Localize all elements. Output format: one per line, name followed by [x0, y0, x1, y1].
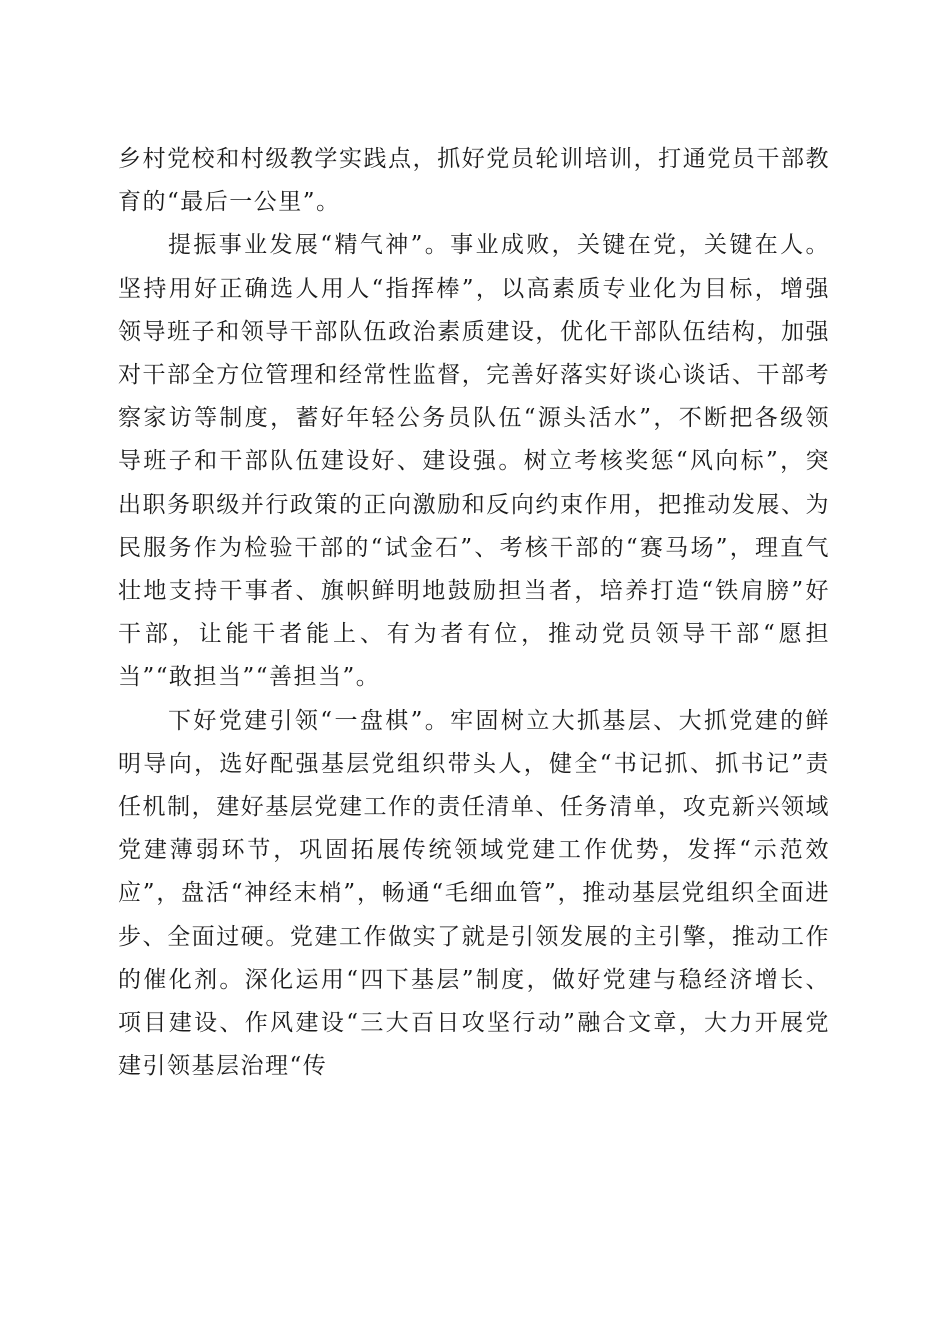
document-body: [118, 138, 830, 1088]
paragraph-cadre-spirit: 提振事业发展“精气神”。事业成败，关键在党，关键在人。坚持用好正确选人用人“指挥棒”，以高素质专业化为目标，增强领导班子和领导干部队伍政治素质建设，优化干部队伍结构，加强对干部全方位管理和经常性监督，完善好落实好谈心谈话、干部考察家访等制度，蓄好年轻公务员队伍“源头活水”，不断把各级领导班子和干部队伍建设好、建设强。树立考核奖惩“风向标”，突出职务职级并行政策的正向激励和反向约束作用，把推动发展、为民服务作为检验干部的“试金石”、考核干部的“赛马场”，理直气壮地支持干事者、旗帜鲜明地鼓励担当者，培养打造“铁肩膀”好干部，让能干者能上、有为者有位，推动党员领导干部“愿担当”“敢担当”“善担当”。: [118, 232, 830, 691]
paragraph-party-building: 下好党建引领“一盘棋”。牢固树立大抓基层、大抓党建的鲜明导向，选好配强基层党组织带头人，健全“书记抓、抓书记”责任机制，建好基层党建工作的责任清单、任务清单，攻克新兴领域党建薄弱环节，巩固拓展传统领域党建工作优势，发挥“示范效应”，盘活“神经末梢”，畅通“毛细血管”，推动基层党组织全面进步、全面过硬。党建工作做实了就是引领发展的主引擎，推动工作的催化剂。深化运用“四下基层”制度，做好党建与稳经济增长、项目建设、作风建设“三大百日攻坚行动”融合文章，大力开展党建引领基层治理“传: [118, 707, 830, 1080]
paragraph-continuation: 乡村党校和村级教学实践点，抓好党员轮训培训，打通党员干部教育的“最后一公里”。: [118, 146, 830, 216]
